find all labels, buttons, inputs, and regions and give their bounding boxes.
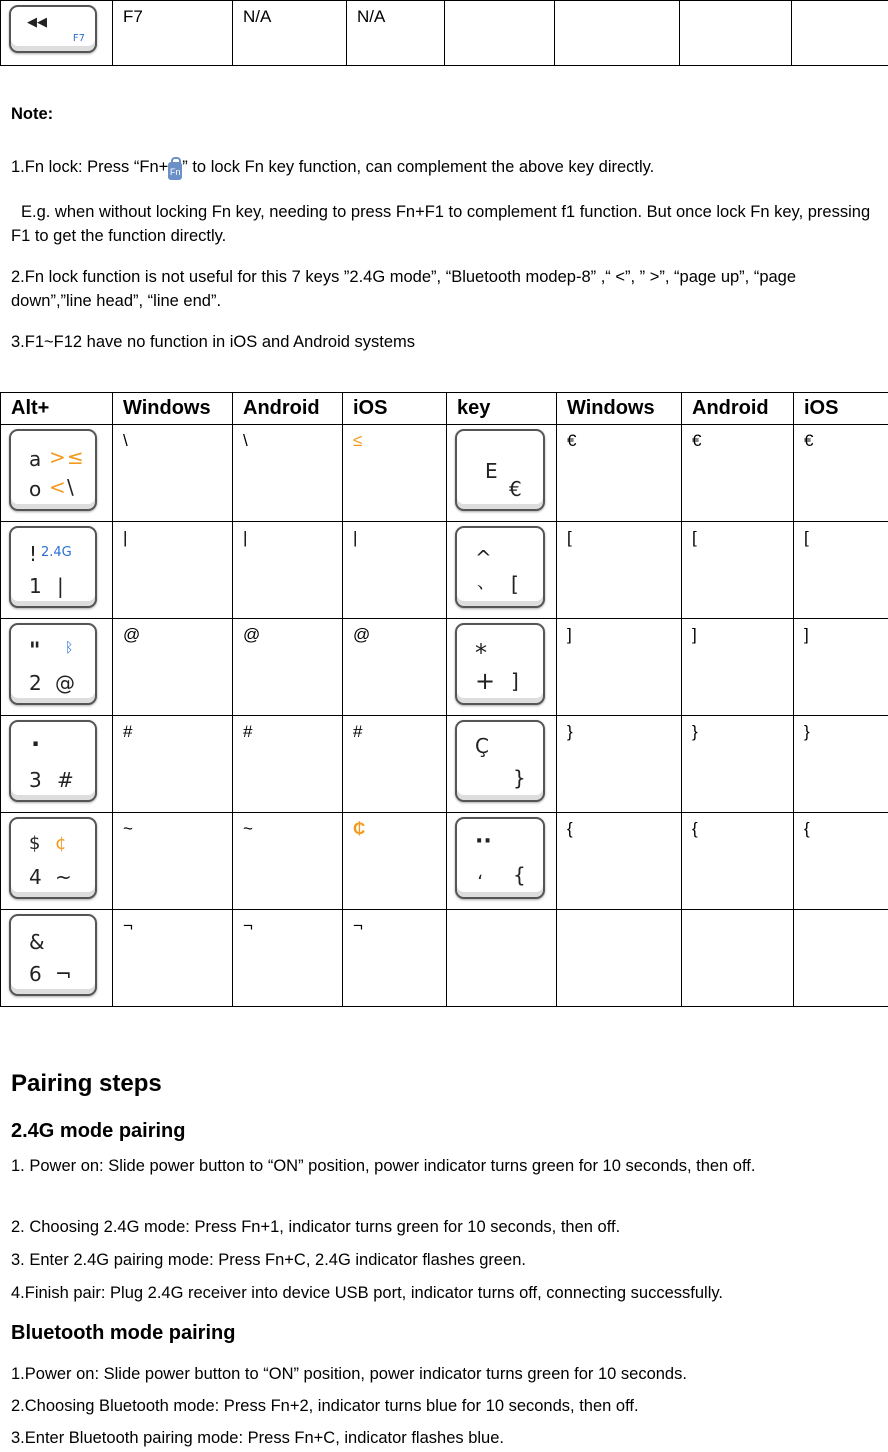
left-key-cell: [1, 716, 113, 813]
column-header: Alt+: [1, 393, 113, 425]
column-header: Windows: [113, 393, 233, 425]
table-cell: ]: [682, 619, 794, 716]
table-cell: N/A: [347, 1, 445, 66]
key-char: *: [475, 641, 487, 665]
key-char: Ç: [475, 736, 489, 756]
key-tilde-image: [9, 817, 97, 899]
key-char: 3: [29, 770, 42, 790]
g24-step-4: 4.Finish pair: Plug 2.4G receiver into device USB port, indicator turns off, connecting successfully.: [11, 1279, 879, 1307]
key-char: a: [29, 449, 41, 469]
right-key-cell: [447, 425, 557, 522]
table-cell: @: [343, 619, 447, 716]
key-char: ^: [475, 548, 492, 568]
table-row: [1, 619, 888, 716]
table-cell: F7: [113, 1, 233, 66]
key-char: E: [485, 461, 498, 481]
g24-step-3: 3. Enter 2.4G pairing mode: Press Fn+C, 2.4G indicator flashes green.: [11, 1246, 879, 1274]
key-char: !: [29, 544, 37, 564]
key-char: 2.4G: [41, 546, 72, 559]
note-text: 1.Fn lock: Press “Fn+: [11, 158, 168, 176]
table-cell: ≤: [343, 425, 447, 522]
column-header: iOS: [794, 393, 888, 425]
note-line-3: 2.Fn lock function is not useful for this 7 keys ”2.4G mode”, “Bluetooth modep-8” ,“ <”, ” >”, “page up”, “page down”,”line head”, “line end”.: [11, 266, 877, 313]
key-char: {: [513, 865, 526, 885]
key-char: 4: [29, 867, 42, 887]
bt-pairing-title: Bluetooth mode pairing: [11, 1322, 235, 1345]
key-pipe-image: [9, 526, 97, 608]
table-cell: ₵: [343, 813, 447, 910]
table-cell: €: [794, 425, 888, 522]
table-row: [1, 910, 888, 1007]
key-char: }: [513, 768, 526, 788]
bt-step-3: 3.Enter Bluetooth pairing mode: Press Fn+C, indicator flashes blue.: [11, 1424, 879, 1452]
right-key-cell: [447, 522, 557, 619]
table-header-row: [1, 393, 888, 425]
key-char: @: [55, 673, 75, 693]
key-char: ]: [511, 671, 519, 691]
key-brace-open-image: [455, 817, 545, 899]
table-cell: {: [682, 813, 794, 910]
column-header: Windows: [557, 393, 682, 425]
table-cell: [682, 910, 794, 1007]
table-cell: [794, 910, 888, 1007]
left-key-cell: [1, 813, 113, 910]
column-header: Android: [682, 393, 794, 425]
key-brace-close-image: [455, 720, 545, 802]
key-char: $: [29, 835, 40, 853]
key-euro-image: [455, 429, 545, 511]
bt-step-1: 1.Power on: Slide power button to “ON” position, power indicator turns green for 10 seconds.: [11, 1360, 879, 1388]
table-cell: ¬: [343, 910, 447, 1007]
bt-step-2: 2.Choosing Bluetooth mode: Press Fn+2, indicator turns blue for 10 seconds, then off.: [11, 1392, 879, 1420]
table-cell: \: [113, 425, 233, 522]
table-cell: ¬: [113, 910, 233, 1007]
pairing-title: Pairing steps: [11, 1070, 162, 1098]
column-header: Android: [233, 393, 343, 425]
key-char: ¬: [55, 964, 72, 984]
note-line-4: 3.F1~F12 have no function in iOS and Android systems: [11, 331, 877, 355]
key-bracket-open-image: [455, 526, 545, 608]
table-cell: |: [113, 522, 233, 619]
table-cell: ~: [113, 813, 233, 910]
top-key-table: [0, 0, 888, 66]
fn-lock-icon: Fn: [168, 162, 182, 180]
table-cell: |: [233, 522, 343, 619]
table-cell: [680, 1, 792, 66]
table-cell: }: [794, 716, 888, 813]
table-cell: ]: [794, 619, 888, 716]
note-text: ” to lock Fn key function, can complement the above key directly.: [182, 158, 654, 176]
key-not-sign-image: [9, 914, 97, 996]
table-cell: [792, 1, 888, 66]
table-cell: {: [557, 813, 682, 910]
key-char: +: [475, 669, 495, 693]
note-line-2: E.g. when without locking Fn key, needing to press Fn+F1 to complement f1 function. But once lock Fn key, pressing F1 to get the function directly.: [11, 201, 877, 248]
note-line-1: [11, 156, 877, 180]
key-char: >: [49, 447, 66, 467]
table-cell: #: [343, 716, 447, 813]
column-header: key: [447, 393, 557, 425]
column-header: iOS: [343, 393, 447, 425]
key-char: &: [29, 932, 45, 952]
key-char: |: [57, 576, 64, 596]
key-char: o: [29, 479, 41, 499]
key-backslash-image: [9, 429, 97, 511]
table-cell: €: [557, 425, 682, 522]
right-key-cell: [447, 716, 557, 813]
table-cell: ¬: [233, 910, 343, 1007]
key-char: 2: [29, 673, 42, 693]
table-cell: #: [233, 716, 343, 813]
key-char: ": [29, 641, 40, 663]
key-hash-image: [9, 720, 97, 802]
table-cell: N/A: [233, 1, 347, 66]
table-row: [1, 1, 888, 66]
table-cell: [557, 910, 682, 1007]
table-cell: [: [557, 522, 682, 619]
key-bracket-close-image: [455, 623, 545, 705]
table-cell: €: [682, 425, 794, 522]
table-cell: }: [557, 716, 682, 813]
key-char: ¢: [55, 835, 66, 853]
table-cell: ]: [557, 619, 682, 716]
table-cell: [: [794, 522, 888, 619]
table-cell: @: [113, 619, 233, 716]
key-char: ،: [477, 865, 483, 883]
table-cell: }: [682, 716, 794, 813]
key-label: F7: [73, 34, 85, 44]
table-cell: \: [233, 425, 343, 522]
key-char: <: [49, 477, 66, 497]
key-char: \: [67, 477, 74, 497]
key-char: ~: [55, 867, 72, 887]
key-f7-image: [9, 5, 97, 53]
left-key-cell: [1, 910, 113, 1007]
key-char: ··: [475, 831, 492, 853]
key-char: 、: [477, 574, 495, 592]
left-key-cell: [1, 619, 113, 716]
rewind-icon: ◀◀: [27, 16, 47, 29]
alt-key-table: [0, 392, 888, 1007]
table-row: [1, 425, 888, 522]
key-char: 1: [29, 576, 42, 596]
key-char: 6: [29, 964, 42, 984]
table-row: [1, 716, 888, 813]
table-cell: @: [233, 619, 343, 716]
table-cell: #: [113, 716, 233, 813]
table-cell: [: [682, 522, 794, 619]
key-char: [: [511, 574, 519, 594]
key-image-cell: [1, 1, 113, 66]
table-cell: [555, 1, 680, 66]
bluetooth-icon: ᛒ: [65, 641, 73, 655]
left-key-cell: [1, 425, 113, 522]
g24-pairing-title: 2.4G mode pairing: [11, 1120, 185, 1143]
key-char: €: [509, 479, 522, 499]
table-cell: ~: [233, 813, 343, 910]
g24-step-1: 1. Power on: Slide power button to “ON” position, power indicator turns green for 10 seconds, then off.: [11, 1152, 879, 1180]
table-row: [1, 522, 888, 619]
table-row: [1, 813, 888, 910]
left-key-cell: [1, 522, 113, 619]
key-char: #: [57, 770, 74, 790]
note-title: Note:: [11, 103, 877, 127]
key-char: ≤: [67, 447, 84, 467]
right-key-cell: [447, 813, 557, 910]
key-at-image: [9, 623, 97, 705]
table-cell: {: [794, 813, 888, 910]
table-cell: |: [343, 522, 447, 619]
table-cell: [445, 1, 555, 66]
key-char: ·: [31, 732, 40, 756]
right-key-cell: [447, 619, 557, 716]
g24-step-2: 2. Choosing 2.4G mode: Press Fn+1, indicator turns green for 10 seconds, then off.: [11, 1213, 879, 1241]
table-cell: [447, 910, 557, 1007]
